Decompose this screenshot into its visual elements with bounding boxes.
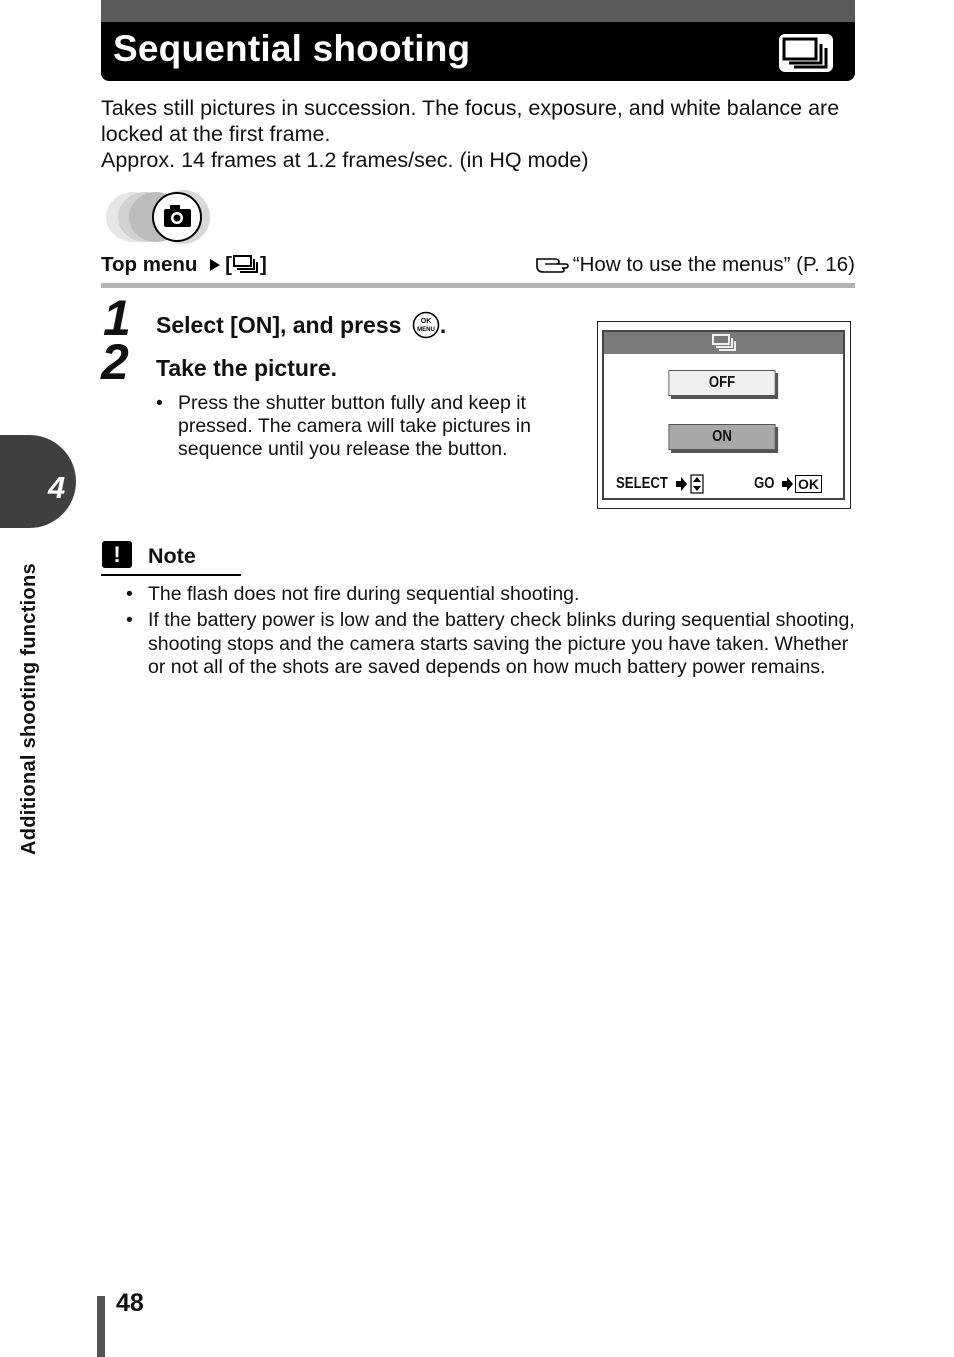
camera-mode-icon [103,190,213,246]
step-2-bullet-text: Press the shutter button fully and keep it pressed. The camera will take pictures in sequence until you release the button. [178,392,531,460]
list-item [126,609,861,679]
step-1-period: . [439,312,447,338]
step-number-1: 1 [103,290,131,346]
option-on-button[interactable]: ON [668,424,775,450]
page-title: Sequential shooting [113,28,471,69]
menu-path [101,253,267,277]
chapter-number: 4 [48,470,66,505]
step-number-2: 2 [101,334,129,390]
sequential-shooting-icon [779,34,833,72]
bracket-close: ] [259,253,267,276]
exclamation-icon: ! [102,541,132,568]
ok-menu-button-icon [412,311,440,339]
bullet-dot: • [156,392,163,414]
chapter-title: Additional shooting functions [18,563,40,855]
camera-screen-inner [602,330,845,500]
sequential-shooting-icon [232,254,260,274]
go-arrow-icon [780,473,796,495]
note-item-2: If the battery power is low and the battery check blinks during sequential shooting, shooting stops and the camera starts saving the picture you have taken. Whether or not all of the shots are saved depends on how much battery power remains. [148,609,855,678]
intro-line-2: Approx. 14 frames at 1.2 frames/sec. (in HQ mode) [101,148,589,172]
camera-screen [597,321,851,509]
menu-path-row [101,253,855,279]
list-item [126,583,861,606]
title-bar [101,0,855,81]
page-number: 48 [116,1289,144,1317]
sequential-shooting-icon [710,333,740,353]
svg-text:OK: OK [420,318,432,325]
step-1-text: Select [ON], and press [156,312,402,338]
svg-text:MENU: MENU [416,327,435,333]
note-item-1: The flash does not fire during sequential shooting. [148,583,580,605]
title-top-strip [101,0,855,22]
camera-screen-footer [616,475,830,493]
go-label: GO [754,475,775,492]
select-label: SELECT [616,475,668,492]
top-menu-label: Top menu [101,253,198,276]
ok-label: OK [795,475,822,493]
note-list [126,583,861,682]
note-label: Note [148,544,196,568]
option-off-button[interactable]: OFF [668,370,775,396]
menu-reference [535,253,855,277]
bullet-dot: • [126,583,133,605]
section-divider [101,283,855,288]
intro-text [101,95,861,173]
bracket-open: [ [225,253,232,276]
bullet-dot: • [126,609,133,632]
camera-screen-header [604,332,843,354]
select-arrows-icon [674,473,714,495]
step-1-instruction [156,311,446,339]
pointing-hand-icon [535,254,573,274]
step-2-bullet [156,392,556,461]
reference-text: “How to use the menus” (P. 16) [572,253,855,276]
intro-line-1: Takes still pictures in succession. The focus, exposure, and white balance are locked at the first frame. [101,96,840,146]
arrow-right-icon [208,258,222,272]
step-2-text: Take the picture. [156,355,338,381]
page-number-bar [97,1296,105,1357]
note-heading [101,540,241,576]
